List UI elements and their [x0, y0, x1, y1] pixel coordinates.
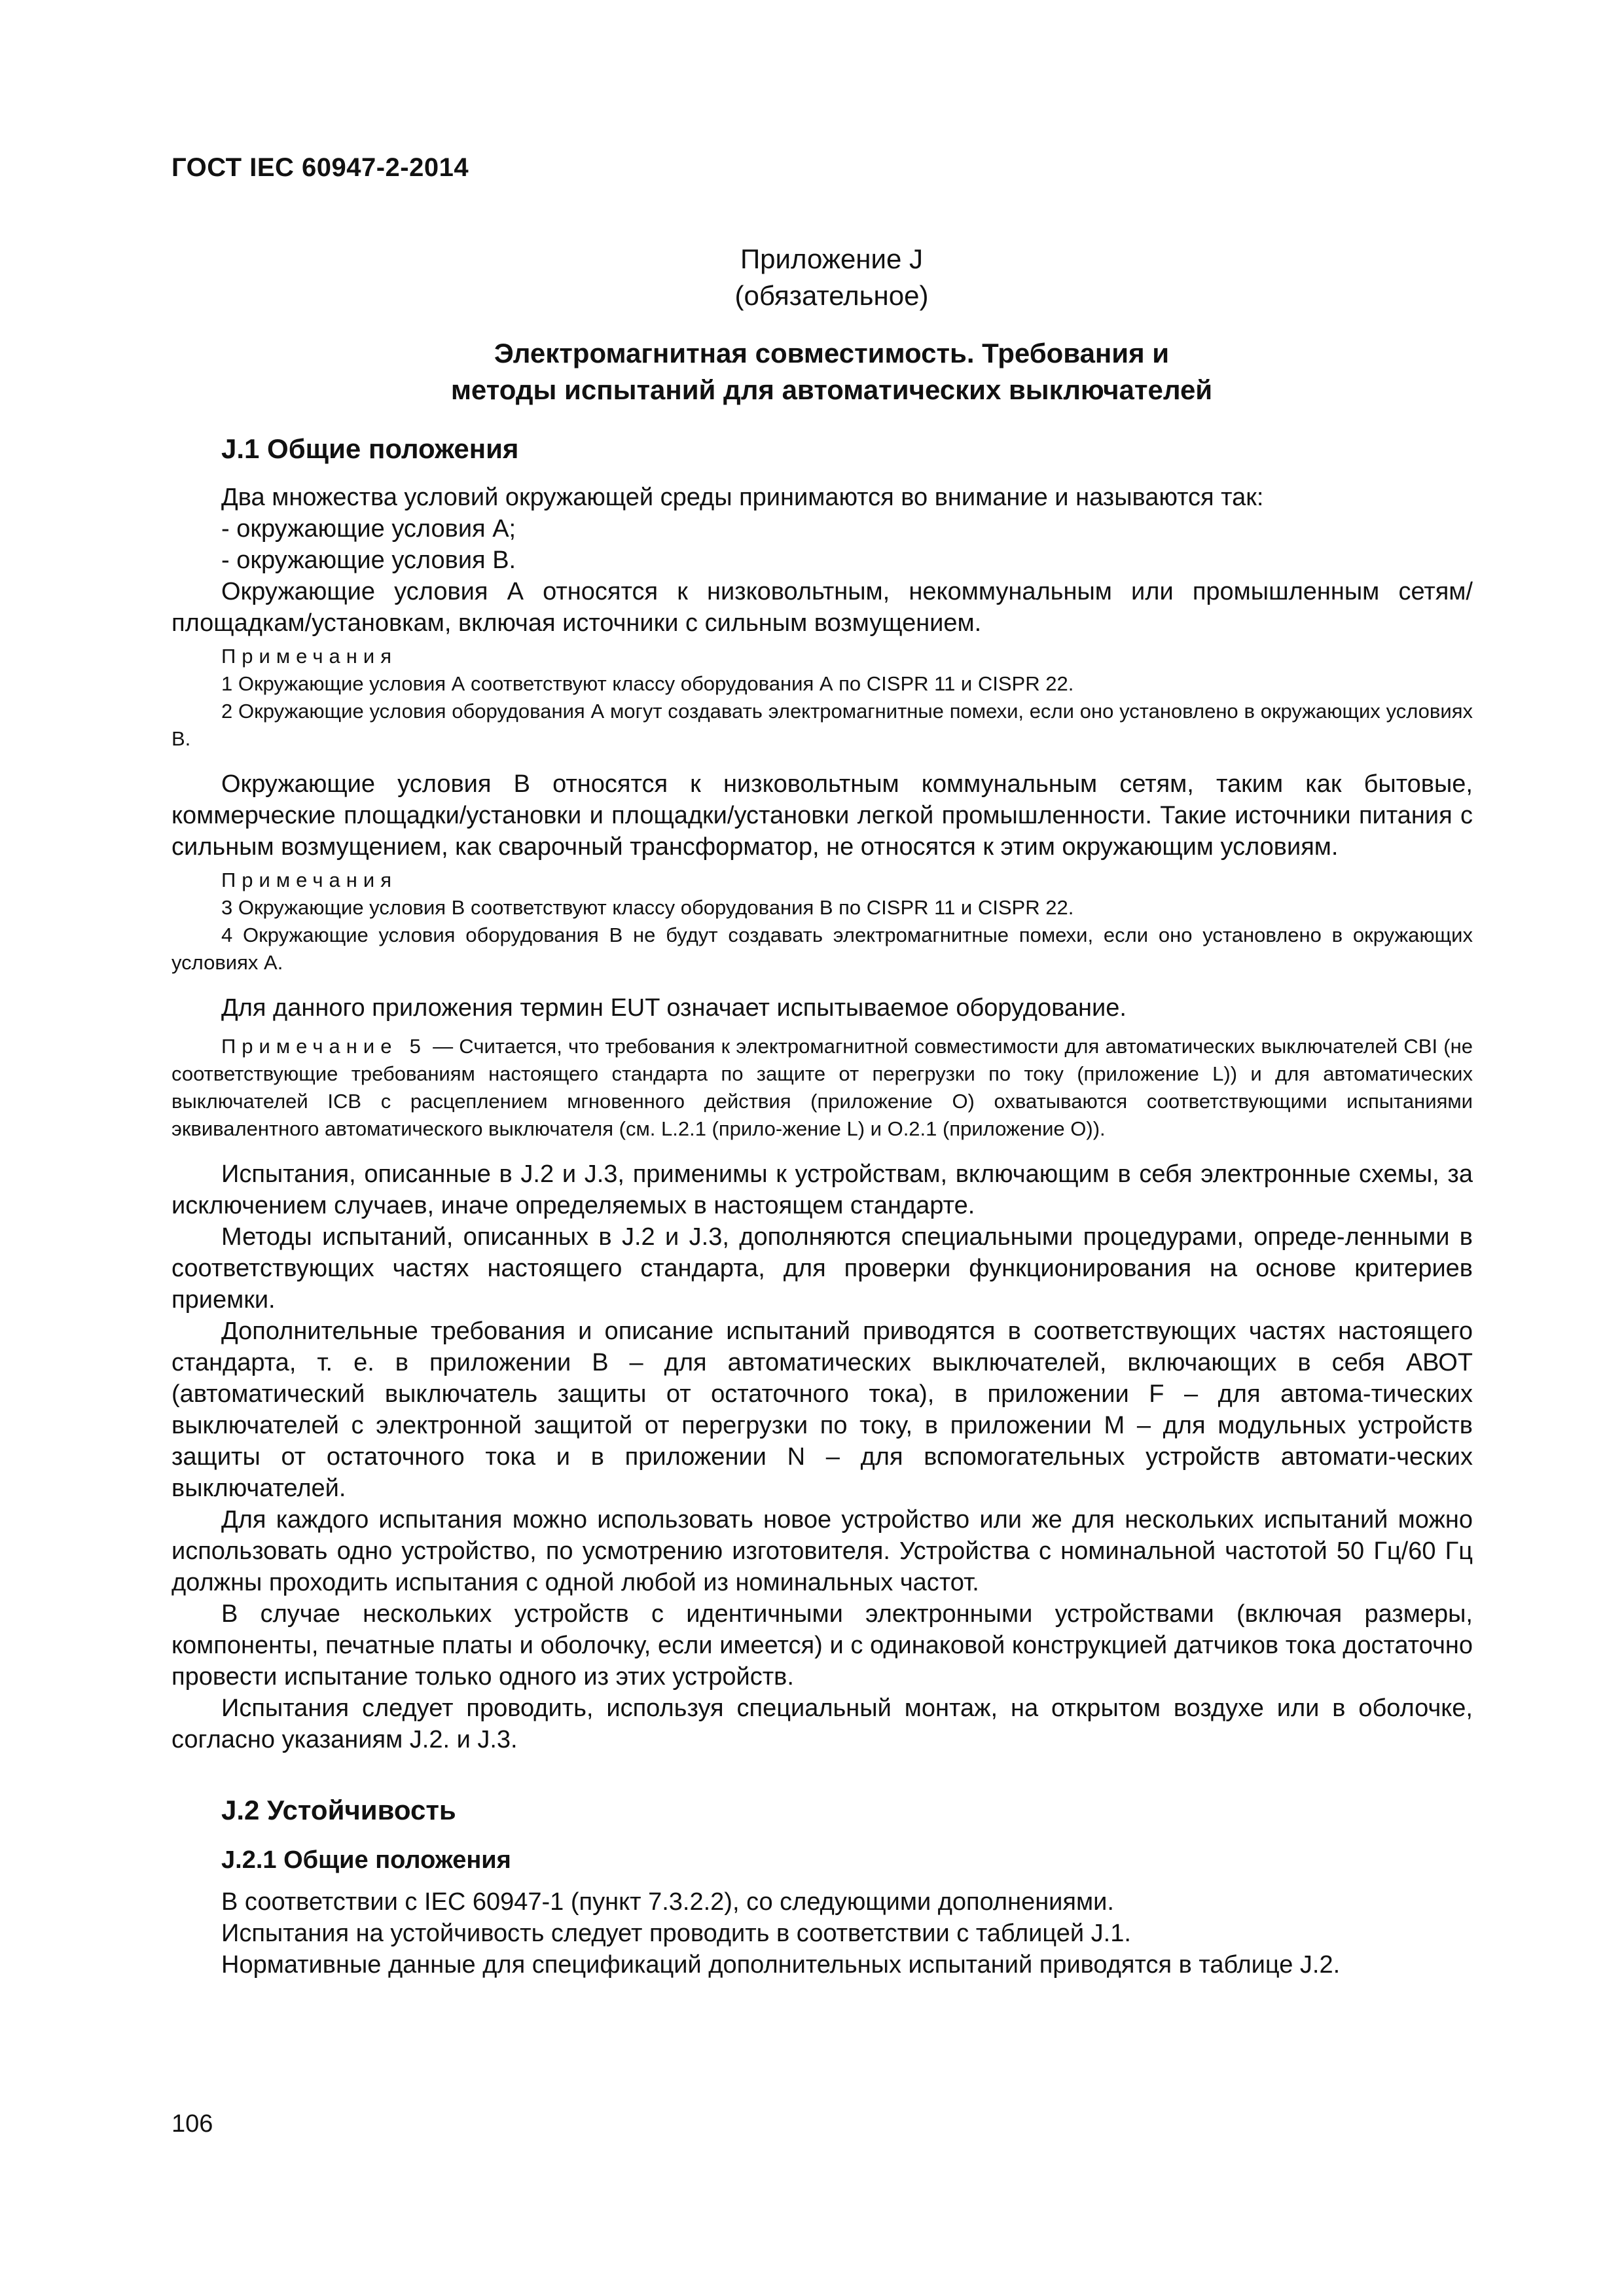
note-2: 2 Окружающие условия оборудования А могут создавать электромагнитные помехи, если оно установлено в окружающих условиях В.	[171, 700, 1473, 750]
j1-paragraph-5: В случае нескольких устройств с идентичными электронными устройствами (включая размеры, компоненты, печатные платы и оболочку, если имеется) и с одинаковой конструкцией датчиков тока достаточно провести испытание только одного из этих устройств.	[171, 1600, 1473, 1691]
annex-status: (обязательное)	[734, 280, 929, 311]
j2-line-3: Нормативные данные для спецификаций дополнительных испытаний приводятся в таблице J.2.	[221, 1951, 1341, 1979]
annex-heading-line-2: методы испытаний для автоматических выключателей	[450, 374, 1213, 405]
j2-line-1: В соответствии с IEC 60947-1 (пункт 7.3.2.2), со следующими дополнениями.	[221, 1888, 1114, 1916]
j2-line-2: Испытания на устойчивость следует проводить в соответствии с таблицей J.1.	[221, 1920, 1131, 1947]
j1-intro: Два множества условий окружающей среды принимаются во внимание и называются так:	[221, 484, 1264, 511]
j1-list-item-b: - окружающие условия В.	[221, 547, 516, 574]
note-5-label: Примечание 5	[221, 1035, 427, 1058]
note-4: 4 Окружающие условия оборудования В не будут создавать электромагнитные помехи, если оно установлено в окружающих условиях А.	[171, 924, 1473, 974]
j1-paragraph-4: Для каждого испытания можно использовать новое устройство или же для нескольких испытаний можно использовать одно устройство, по усмотрению изготовителя. Устройства с номинальной частотой 50 Гц/60 Гц должны проходить испытания с одной любой из номинальных частот.	[171, 1506, 1473, 1596]
j1-paragraph-6: Испытания следует проводить, используя специальный монтаж, на открытом воздухе или в оболочке, согласно указаниям J.2. и J.3.	[171, 1695, 1473, 1753]
note-3: 3 Окружающие условия В соответствуют классу оборудования В по CISPR 11 и CISPR 22.	[221, 896, 1074, 919]
section-j2-1-heading: J.2.1 Общие положения	[221, 1846, 511, 1874]
annex-label	[0, 241, 1624, 314]
j1-paragraph-conditions-a: Окружающие условия А относятся к низковольтным, некоммунальным или промышленным сетям/площадкам/установкам, включая источники с сильным возмущением.	[171, 578, 1473, 637]
page-number: 106	[171, 2110, 213, 2138]
j1-paragraph-2: Методы испытаний, описанных в J.2 и J.3, дополняются специальными процедурами, опреде-ленными в соответствующих частях настоящего стандарта, для проверки функционирования на основе критериев приемки.	[171, 1223, 1473, 1314]
annex-title: Приложение J	[740, 243, 923, 274]
document-body	[171, 431, 1473, 1981]
section-j1-heading: J.1 Общие положения	[221, 433, 519, 464]
notes-label: Примечания	[221, 645, 397, 668]
section-j2-heading: J.2 Устойчивость	[221, 1795, 456, 1825]
annex-heading-line-1: Электромагнитная совместимость. Требования и	[494, 338, 1170, 368]
j1-paragraph-1: Испытания, описанные в J.2 и J.3, применимы к устройствам, включающим в себя электронные схемы, за исключением случаев, иначе определяемых в настоящем стандарте.	[171, 1160, 1473, 1219]
j1-paragraph-3: Дополнительные требования и описание испытаний приводятся в соответствующих частях настоящего стандарта, т. е. в приложении В – для автоматических выключателей, включающих в себя АВОТ (автоматический выключатель защиты от остаточного тока), в приложении F – для автома-тических выключателей с электронной защитой от перегрузки по току, в приложении М – для модульных устройств защиты от остаточного тока и в приложении N – для вспомогательных устройств автомати-ческих выключателей.	[171, 1318, 1473, 1502]
annex-heading	[0, 335, 1624, 408]
standard-designation: ГОСТ IEC 60947-2-2014	[171, 153, 469, 182]
note-1: 1 Окружающие условия А соответствуют классу оборудования А по CISPR 11 и CISPR 22.	[221, 672, 1074, 695]
notes-label: Примечания	[221, 869, 397, 891]
j1-paragraph-conditions-b: Окружающие условия В относятся к низковольтным коммунальным сетям, таким как бытовые, коммерческие площадки/установки и площадки/установки легкой промышленности. Такие источники питания с сильным возмущением, как сварочный трансформатор, не относятся к этим окружающим условиям.	[171, 770, 1473, 861]
note-5-text: — Считается, что требования к электромагнитной совместимости для автоматических выключателей CBI (не соответствующие требованиям настоящего стандарта по защите от перегрузки по току (приложение L)) и для автоматических выключателей ICB с расцеплением мгновенного действия (приложение О) охватываются соответствующими испытаниями эквивалентного автоматического выключателя (см. L.2.1 (прило-жение L) и O.2.1 (приложение O)).	[171, 1035, 1473, 1140]
j1-eut-definition: Для данного приложения термин EUT означает испытываемое оборудование.	[221, 994, 1127, 1022]
note-5	[171, 1033, 1473, 1143]
j1-list-item-a: - окружающие условия А;	[221, 515, 516, 543]
